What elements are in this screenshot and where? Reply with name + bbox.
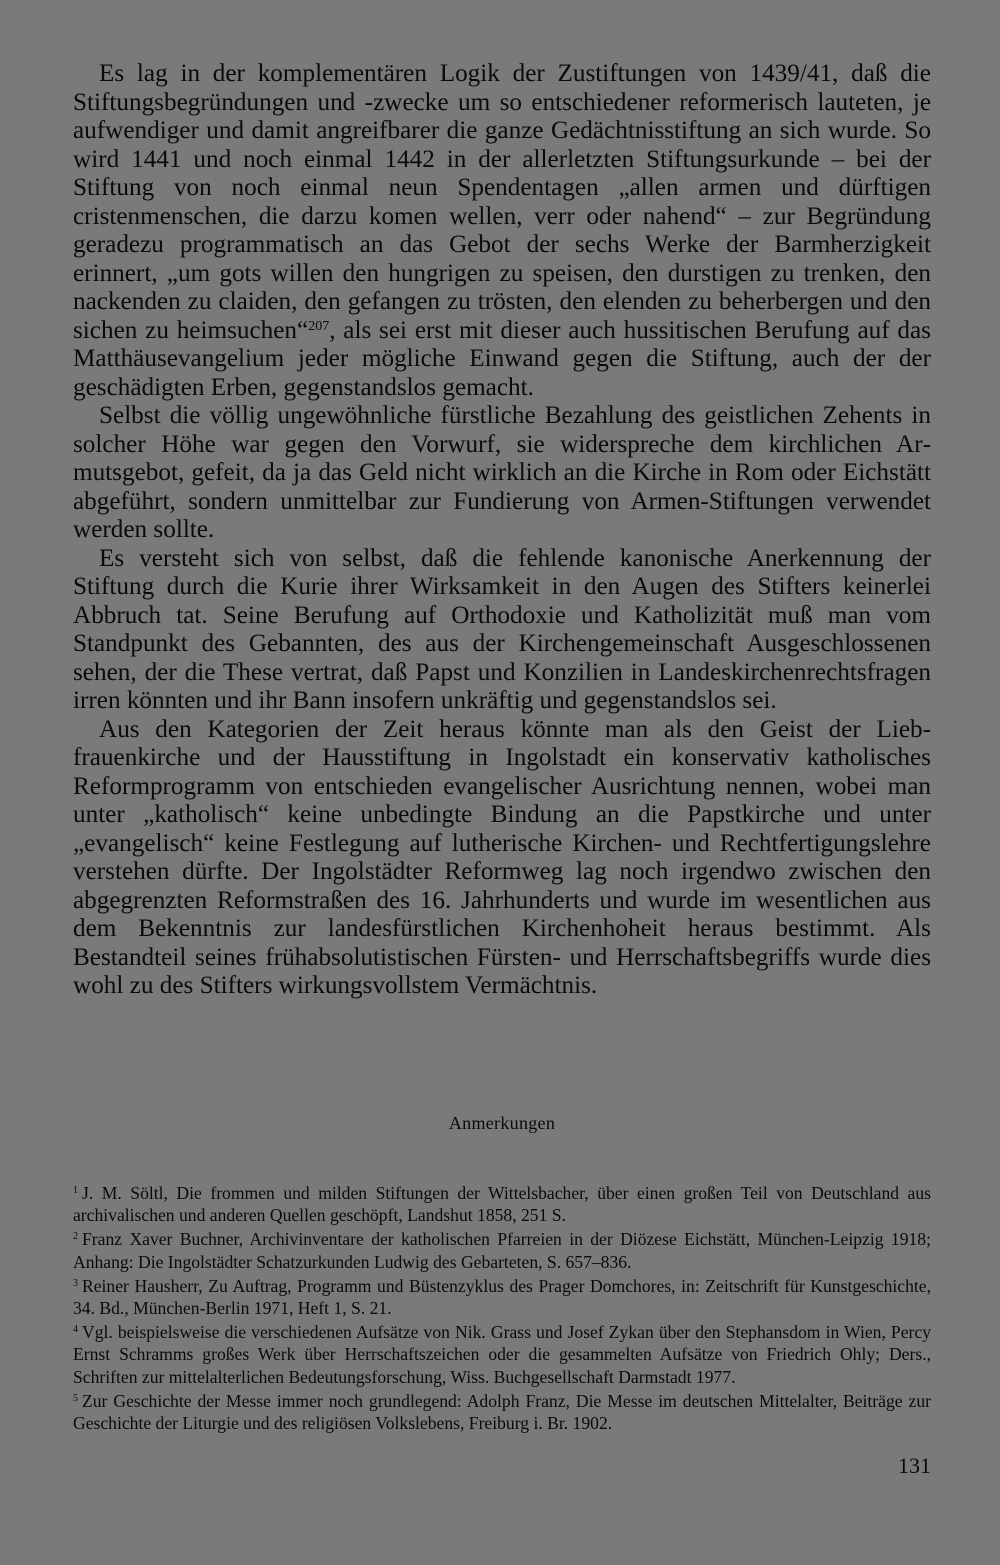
footnote-text: Reiner Hausherr, Zu Auftrag, Programm und Büstenzyklus des Prager Domchores, in: Zeitschrift für Kunstgeschichte, 34. Bd., München-Berlin 1971, Heft 1, S. 21. [73, 1275, 931, 1319]
footnote-text: J. M. Söltl, Die frommen und milden Stiftungen der Wittelsbacher, über einen großen Teil von Deutschland aus archivalischen und anderen Quellen geschöpft, Landshut 1858, 251 S. [73, 1183, 931, 1226]
footnote-number: 5 [73, 1392, 78, 1404]
footnotes [73, 1180, 931, 1434]
footnote [73, 1319, 931, 1388]
footnote-number: 3 [73, 1277, 78, 1289]
footnote-number: 2 [73, 1231, 78, 1243]
paragraph-2: Selbst die völlig ungewöhnliche fürstliche Bezahlung des geistlichen Zehents in solcher Höhe war gegen den Vorwurf, sie widerspreche dem kirchlichen Armutsgebot, gefeit, da ja das Geld nicht wirklich an die Kirche in Rom oder Eichstätt abgeführt, sondern unmittelbar zur Fundierung von Armen-Stiftungen verwendet werden sollte. [73, 402, 931, 543]
paragraph-4: Aus den Kategorien der Zeit heraus könnte man als den Geist der Liebfrauenkirche und der Hausstiftung in Ingolstadt ein konservativ katholisches Reformprogramm von entschieden evangelischer Ausrichtung nennen, wobei man unter „katholisch“ keine unbedingte Bindung an die Papstkirche und unter „evangelisch“ keine Festlegung auf lutherische Kirchen- und Rechtfertigungslehre verstehen dürfte. Der Ingolstädter Reformweg lag noch irgendwo zwischen den abgegrenzten Reformstraßen des 16. Jahrhunderts und wurde im wesentlichen aus dem Bekenntnis zur landesfürstlichen Kirchenhoheit heraus bestimmt. Als Bestandteil seines frühabsolutistischen Fürsten- und Herrschaftsbegriffs wurde dies wohl zu des Stifters wirkungsvollstem Vermächtnis. [73, 715, 931, 999]
body-text [73, 60, 931, 1001]
footnote [73, 1388, 931, 1434]
notes-heading: Anmerkungen [448, 1113, 556, 1133]
footnote [73, 1180, 931, 1226]
footnote-ref-207: 207 [308, 318, 330, 334]
footnote-number: 1 [73, 1185, 78, 1196]
footnote-text: Zur Geschichte der Messe immer noch grundlegend: Adolph Franz, Die Messe im deutschen Mittelalter, Beiträge zur Geschichte der Liturgie und des religiösen Volkslebens, Freiburg i. Br. 1902. [73, 1390, 931, 1434]
book-page [73, 60, 931, 1540]
footnote [73, 1226, 931, 1272]
paragraph-1-text-continued: , als sei erst mit dieser auch hussitischen Berufung auf das Matthäusevangelium jeder mögliche Einwand gegen die Stiftung, auch der der geschädigten Erben, gegenstandslos gemacht. [73, 316, 931, 401]
paragraph-1-text: Es lag in der komplementären Logik der Zustiftungen von 1439/41, daß die Stiftungsbegründungen und -zwecke um so entschiedener reformerisch lauteten, je aufwendiger und damit angreifbarer die ganze Gedächtnisstiftung an sich wurde. So wird 1441 und noch einmal 1442 in der allerletzten Stiftungsurkunde – bei der Stiftung von noch einmal neun Spendentagen „allen armen und dürftigen cristenmenschen, die darzu komen wellen, verr oder nahend“ – zur Begründung geradezu programmatisch an das Gebot der sechs Werke der Barmherzigkeit erinnert, „um gots willen den hungrigen zu speisen, den durstigen zu trenken, den nackenden zu claiden, den gefangen zu trösten, den elenden zu beherbergen und den sichen zu heimsuchen“ [73, 60, 931, 344]
footnote-text: Franz Xaver Buchner, Archivinventare der katholischen Pfarreien in der Diözese Eichstätt, München-Leipzig 1918; Anhang: Die Ingolstädter Schatzurkunden Ludwig des Gebarteten, S. 657–836. [73, 1229, 931, 1272]
footnote-number: 4 [73, 1324, 78, 1336]
page-number: 131 [898, 1453, 931, 1478]
paragraph-1 [73, 60, 931, 402]
paragraph-3: Es versteht sich von selbst, daß die fehlende kanonische Anerkennung der Stiftung durch die Kurie ihrer Wirksamkeit in den Augen des Stifters keinerlei Abbruch tat. Seine Berufung auf Orthodoxie und Katholizität muß man vom Standpunkt des Gebannten, des aus der Kirchengemeinschaft Ausgeschlossenen sehen, der die These vertrat, daß Papst und Konzilien in Landeskirchenrechtsfragen irren könnten und ihr Bann insofern unkräftig und gegenstandslos sei. [73, 544, 931, 714]
footnote [73, 1273, 931, 1319]
footnote-text: Vgl. beispielsweise die verschiedenen Aufsätze von Nik. Grass und Josef Zykan über den Stephansdom in Wien, Percy Ernst Schramms großes Werk über Herrschaftszeichen oder die gesammelten Aufsätze von Friedrich Ohly; Ders., Schriften zur mittelalterlichen Bedeutungsforschung, Wiss. Buchgesellschaft Darmstadt 1977. [73, 1322, 931, 1387]
